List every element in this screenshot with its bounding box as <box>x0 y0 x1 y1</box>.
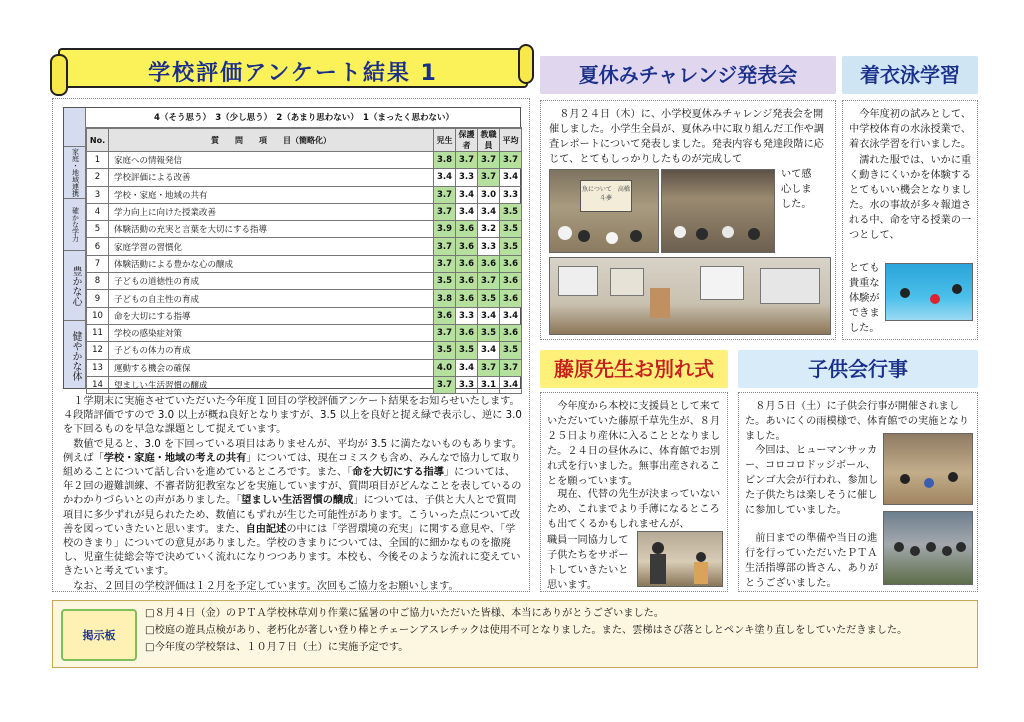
average-score: 3.7 <box>500 152 522 169</box>
row-item: 学力向上に向けた授業改善 <box>109 203 434 220</box>
row-number: 8 <box>87 273 109 290</box>
staff-score: 3.4 <box>478 342 500 359</box>
kids-text: 前日までの準備や当日の進行を行っていただいたＰＴＡ生活指導部の皆さん、ありがとうございました。 <box>745 533 879 589</box>
staff-score: 3.7 <box>478 359 500 376</box>
header-average: 平均 <box>500 129 522 152</box>
average-score: 3.6 <box>500 255 522 272</box>
row-number: 9 <box>87 290 109 307</box>
staff-score: 3.4 <box>478 203 500 220</box>
staff-score: 3.7 <box>478 273 500 290</box>
staff-score: 3.7 <box>478 169 500 186</box>
student-score: 3.8 <box>434 290 456 307</box>
notice-board <box>52 600 978 668</box>
table-row <box>87 273 522 290</box>
guardian-score: 3.3 <box>456 307 478 324</box>
notice-badge <box>61 609 137 661</box>
average-score: 3.4 <box>500 169 522 186</box>
header-staff: 教職員 <box>478 129 500 152</box>
guardian-score: 3.6 <box>456 221 478 238</box>
guardian-score: 3.6 <box>456 255 478 272</box>
survey-banner <box>58 48 528 88</box>
staff-score: 3.5 <box>478 290 500 307</box>
summer-title: 夏休みチャレンジ発表会 <box>540 56 836 94</box>
category-cell: 家庭・地域連携 <box>64 146 86 198</box>
category-cell: 確かな学力 <box>64 198 86 250</box>
swim-title: 着衣泳学習 <box>842 56 978 94</box>
staff-score: 3.3 <box>478 238 500 255</box>
row-number: 5 <box>87 221 109 238</box>
row-item: 学校・家庭・地域の共有 <box>109 186 434 203</box>
staff-score: 3.6 <box>478 255 500 272</box>
table-row <box>87 376 522 393</box>
farewell-text-side: 職員一同協力して子供たちをサポートしていきたいと思います。 <box>547 535 629 591</box>
survey-panel <box>52 98 530 592</box>
survey-table-box <box>63 107 521 389</box>
row-number: 10 <box>87 307 109 324</box>
category-cell: 健やかな体 <box>64 320 86 390</box>
student-score: 3.4 <box>434 169 456 186</box>
student-score: 3.7 <box>434 324 456 341</box>
row-item: 運動する機会の確保 <box>109 359 434 376</box>
row-number: 3 <box>87 186 109 203</box>
pool-photo <box>885 263 973 321</box>
presentation-screen: 魚について 高橋 斗夢 <box>580 180 632 212</box>
guardian-score: 3.6 <box>456 290 478 307</box>
header-item: 質 問 項 目（簡略化） <box>109 129 434 152</box>
notice-item: □８月４日（金）のＰＴＡ学校林草刈り作業に猛暑の中ご協力いただいた皆様、本当にありがとうございました。 <box>145 608 664 619</box>
swim-text: 今年度初の試みとして、中学校体育の水泳授業で、着衣泳学習を行いました。 <box>849 109 972 150</box>
table-row <box>87 290 522 307</box>
row-item: 命を大切にする指導 <box>109 307 434 324</box>
survey-table <box>86 128 522 394</box>
average-score: 3.4 <box>500 376 522 393</box>
student-score: 3.7 <box>434 203 456 220</box>
notice-item: □今年度の学校祭は、１０月７日（土）に実施予定です。 <box>145 642 409 653</box>
row-item: 子どもの道徳性の育成 <box>109 273 434 290</box>
average-score: 3.5 <box>500 203 522 220</box>
commentary-paragraph: １学期末に実施させていただいた今年度１回目の学校評価アンケート結果をお知らせいたします。４段階評価ですので 3.0 以上が概ね良好となりますが、3.5 以上を良好と捉え緑で表示し、逆に 3.0 を下回るものを早急な課題として捉えています。 <box>63 396 522 436</box>
table-row <box>87 342 522 359</box>
guardian-score: 3.6 <box>456 273 478 290</box>
summer-text-side: いて感心しました。 <box>781 169 812 210</box>
average-score: 3.3 <box>500 186 522 203</box>
swim-text: 濡れた服では、いかに重く動きにくいかを体験するとてもいい機会となりました。水の事故が多々報道される中、命を守る授業の一つとして、 <box>849 155 972 241</box>
row-number: 11 <box>87 324 109 341</box>
average-score: 3.5 <box>500 342 522 359</box>
guardian-score: 3.3 <box>456 169 478 186</box>
row-item: 家庭への情報発信 <box>109 152 434 169</box>
category-strip <box>64 108 86 388</box>
row-item: 体験活動による豊かな心の醸成 <box>109 255 434 272</box>
student-score: 3.5 <box>434 342 456 359</box>
row-item: 体験活動の充実と言葉を大切にする指導 <box>109 221 434 238</box>
staff-score: 3.1 <box>478 376 500 393</box>
row-number: 14 <box>87 376 109 393</box>
notice-list <box>145 605 907 656</box>
kids-section <box>738 392 978 592</box>
student-score: 3.7 <box>434 238 456 255</box>
average-score: 3.6 <box>500 290 522 307</box>
staff-score: 3.5 <box>478 324 500 341</box>
guardian-score: 3.3 <box>456 376 478 393</box>
row-number: 2 <box>87 169 109 186</box>
notice-badge-label: 掲示板 <box>82 629 116 642</box>
row-number: 1 <box>87 152 109 169</box>
staff-score: 3.0 <box>478 186 500 203</box>
kids-text: ８月５日（土）に子供会行事が開催されました。あいにくの雨模様で、体育館での実施となりました。 <box>745 401 969 442</box>
group-photo <box>883 511 973 585</box>
staff-score: 3.4 <box>478 307 500 324</box>
guardian-score: 3.6 <box>456 238 478 255</box>
row-item: 家庭学習の習慣化 <box>109 238 434 255</box>
survey-commentary <box>63 395 523 594</box>
farewell-text: 今年度から本校に支援員として来ていただいていた藤原千草先生が、８月２５日より産休に入ることとなりました。２４日の昼休みに、体育館でお別れ式を行いました。無事出産されることを願っています。 <box>547 401 721 487</box>
category-cell: 豊かな心 <box>64 250 86 320</box>
table-row <box>87 359 522 376</box>
swim-section <box>842 100 978 340</box>
rating-legend: 4（そう思う） 3（少し思う） 2（あまり思わない） 1（まったく思わない） <box>86 108 522 128</box>
farewell-title: 藤原先生お別れ式 <box>540 350 728 388</box>
row-item: 子どもの自主性の育成 <box>109 290 434 307</box>
table-header-row <box>87 129 522 152</box>
table-row <box>87 255 522 272</box>
row-item: 子どもの体力の育成 <box>109 342 434 359</box>
swim-text-side: とても貴重な体験ができました。 <box>849 263 880 334</box>
kids-title: 子供会行事 <box>738 350 978 388</box>
summer-section <box>540 100 836 340</box>
row-item: 学校の感染症対策 <box>109 324 434 341</box>
presentation-photo <box>549 169 659 253</box>
guardian-score: 3.6 <box>456 324 478 341</box>
audience-photo <box>661 169 775 253</box>
commentary-paragraph: なお、２回目の学校評価は１２月を予定しています。次回もご協力をお願いします。 <box>73 580 459 592</box>
commentary-paragraph: 数値で見ると、3.0 を下回っている項目はありませんが、平均が 3.5 に満たないものもあります。例えば「学校・家庭・地域の考えの共有」については、現在コミスクも含め、みんなで協力して取り組めることについて話し合いを進めているところです。また、「命を大切にする指導」については、年２回の避難訓練、不審者防犯教室などを実施していますが、質問項目がどんなことを表しているのかわかりづらいとの声がありました。「望ましい生活習慣の醸成」については、子供と大人とで質問項目に多少ずれが見られたため、数値にもずれが生じた可能性があります。こういった点について改善を図っていきたいと思います。また、自由記述の中には「学習環境の充実」に関する意見や、「学校のきまり」についての意見がありました。学校のきまりについては、全国的に細かなものを撤廃し、児童生徒総会等で決めていく流れになりつつあります。本校も、今後そのような流れに変えていきたいと考えています。 <box>63 438 522 578</box>
student-score: 4.0 <box>434 359 456 376</box>
gym-event-photo <box>883 433 973 505</box>
average-score: 3.7 <box>500 359 522 376</box>
guardian-score: 3.5 <box>456 342 478 359</box>
student-score: 3.7 <box>434 186 456 203</box>
student-score: 3.7 <box>434 376 456 393</box>
row-number: 12 <box>87 342 109 359</box>
guardian-score: 3.4 <box>456 203 478 220</box>
ceremony-photo <box>637 531 723 587</box>
notice-item: □校庭の遊具点検があり、老朽化が著しい登り棒とチェーンアスレチックは使用不可となりました。また、雲梯はさび落としとペンキ塗り直しをしていただきました。 <box>145 625 908 636</box>
kids-text: 今回は、ヒューマンサッカー、コロコロドッジボール、ビンゴ大会が行われ、参加した子供たちは楽しそうに催しに参加していました。 <box>745 445 879 516</box>
table-row <box>87 152 522 169</box>
guardian-score: 3.4 <box>456 186 478 203</box>
student-score: 3.5 <box>434 273 456 290</box>
header-no: No. <box>87 129 109 152</box>
student-score: 3.7 <box>434 255 456 272</box>
table-row <box>87 307 522 324</box>
row-number: 6 <box>87 238 109 255</box>
row-number: 7 <box>87 255 109 272</box>
average-score: 3.6 <box>500 324 522 341</box>
table-row <box>87 324 522 341</box>
table-row <box>87 169 522 186</box>
staff-score: 3.7 <box>478 152 500 169</box>
header-student: 児生 <box>434 129 456 152</box>
table-row <box>87 238 522 255</box>
table-row <box>87 186 522 203</box>
average-score: 3.4 <box>500 307 522 324</box>
guardian-score: 3.7 <box>456 152 478 169</box>
exhibit-photo <box>549 257 831 335</box>
farewell-text: 現在、代替の先生が決まっていないため、これまでより手薄になるところも出てくるかもしれませんが、 <box>547 489 721 530</box>
average-score: 3.5 <box>500 221 522 238</box>
table-row <box>87 221 522 238</box>
average-score: 3.6 <box>500 273 522 290</box>
student-score: 3.6 <box>434 307 456 324</box>
row-number: 13 <box>87 359 109 376</box>
header-guardian: 保護者 <box>456 129 478 152</box>
row-number: 4 <box>87 203 109 220</box>
survey-title: 学校評価アンケート結果 1 <box>148 61 438 86</box>
student-score: 3.8 <box>434 152 456 169</box>
row-item: 学校評価による改善 <box>109 169 434 186</box>
table-row <box>87 203 522 220</box>
guardian-score: 3.4 <box>456 359 478 376</box>
staff-score: 3.2 <box>478 221 500 238</box>
farewell-section <box>540 392 728 592</box>
student-score: 3.9 <box>434 221 456 238</box>
summer-text: ８月２４日（木）に、小学校夏休みチャレンジ発表会を開催しました。小学生全員が、夏休み中に取り組んだ工作や調査レポートについて発表しました。発表内容も発達段階に応じて、とてもしっかりしたものが完成して <box>549 109 825 165</box>
row-item: 望ましい生活習慣の醸成 <box>109 376 434 393</box>
average-score: 3.5 <box>500 238 522 255</box>
